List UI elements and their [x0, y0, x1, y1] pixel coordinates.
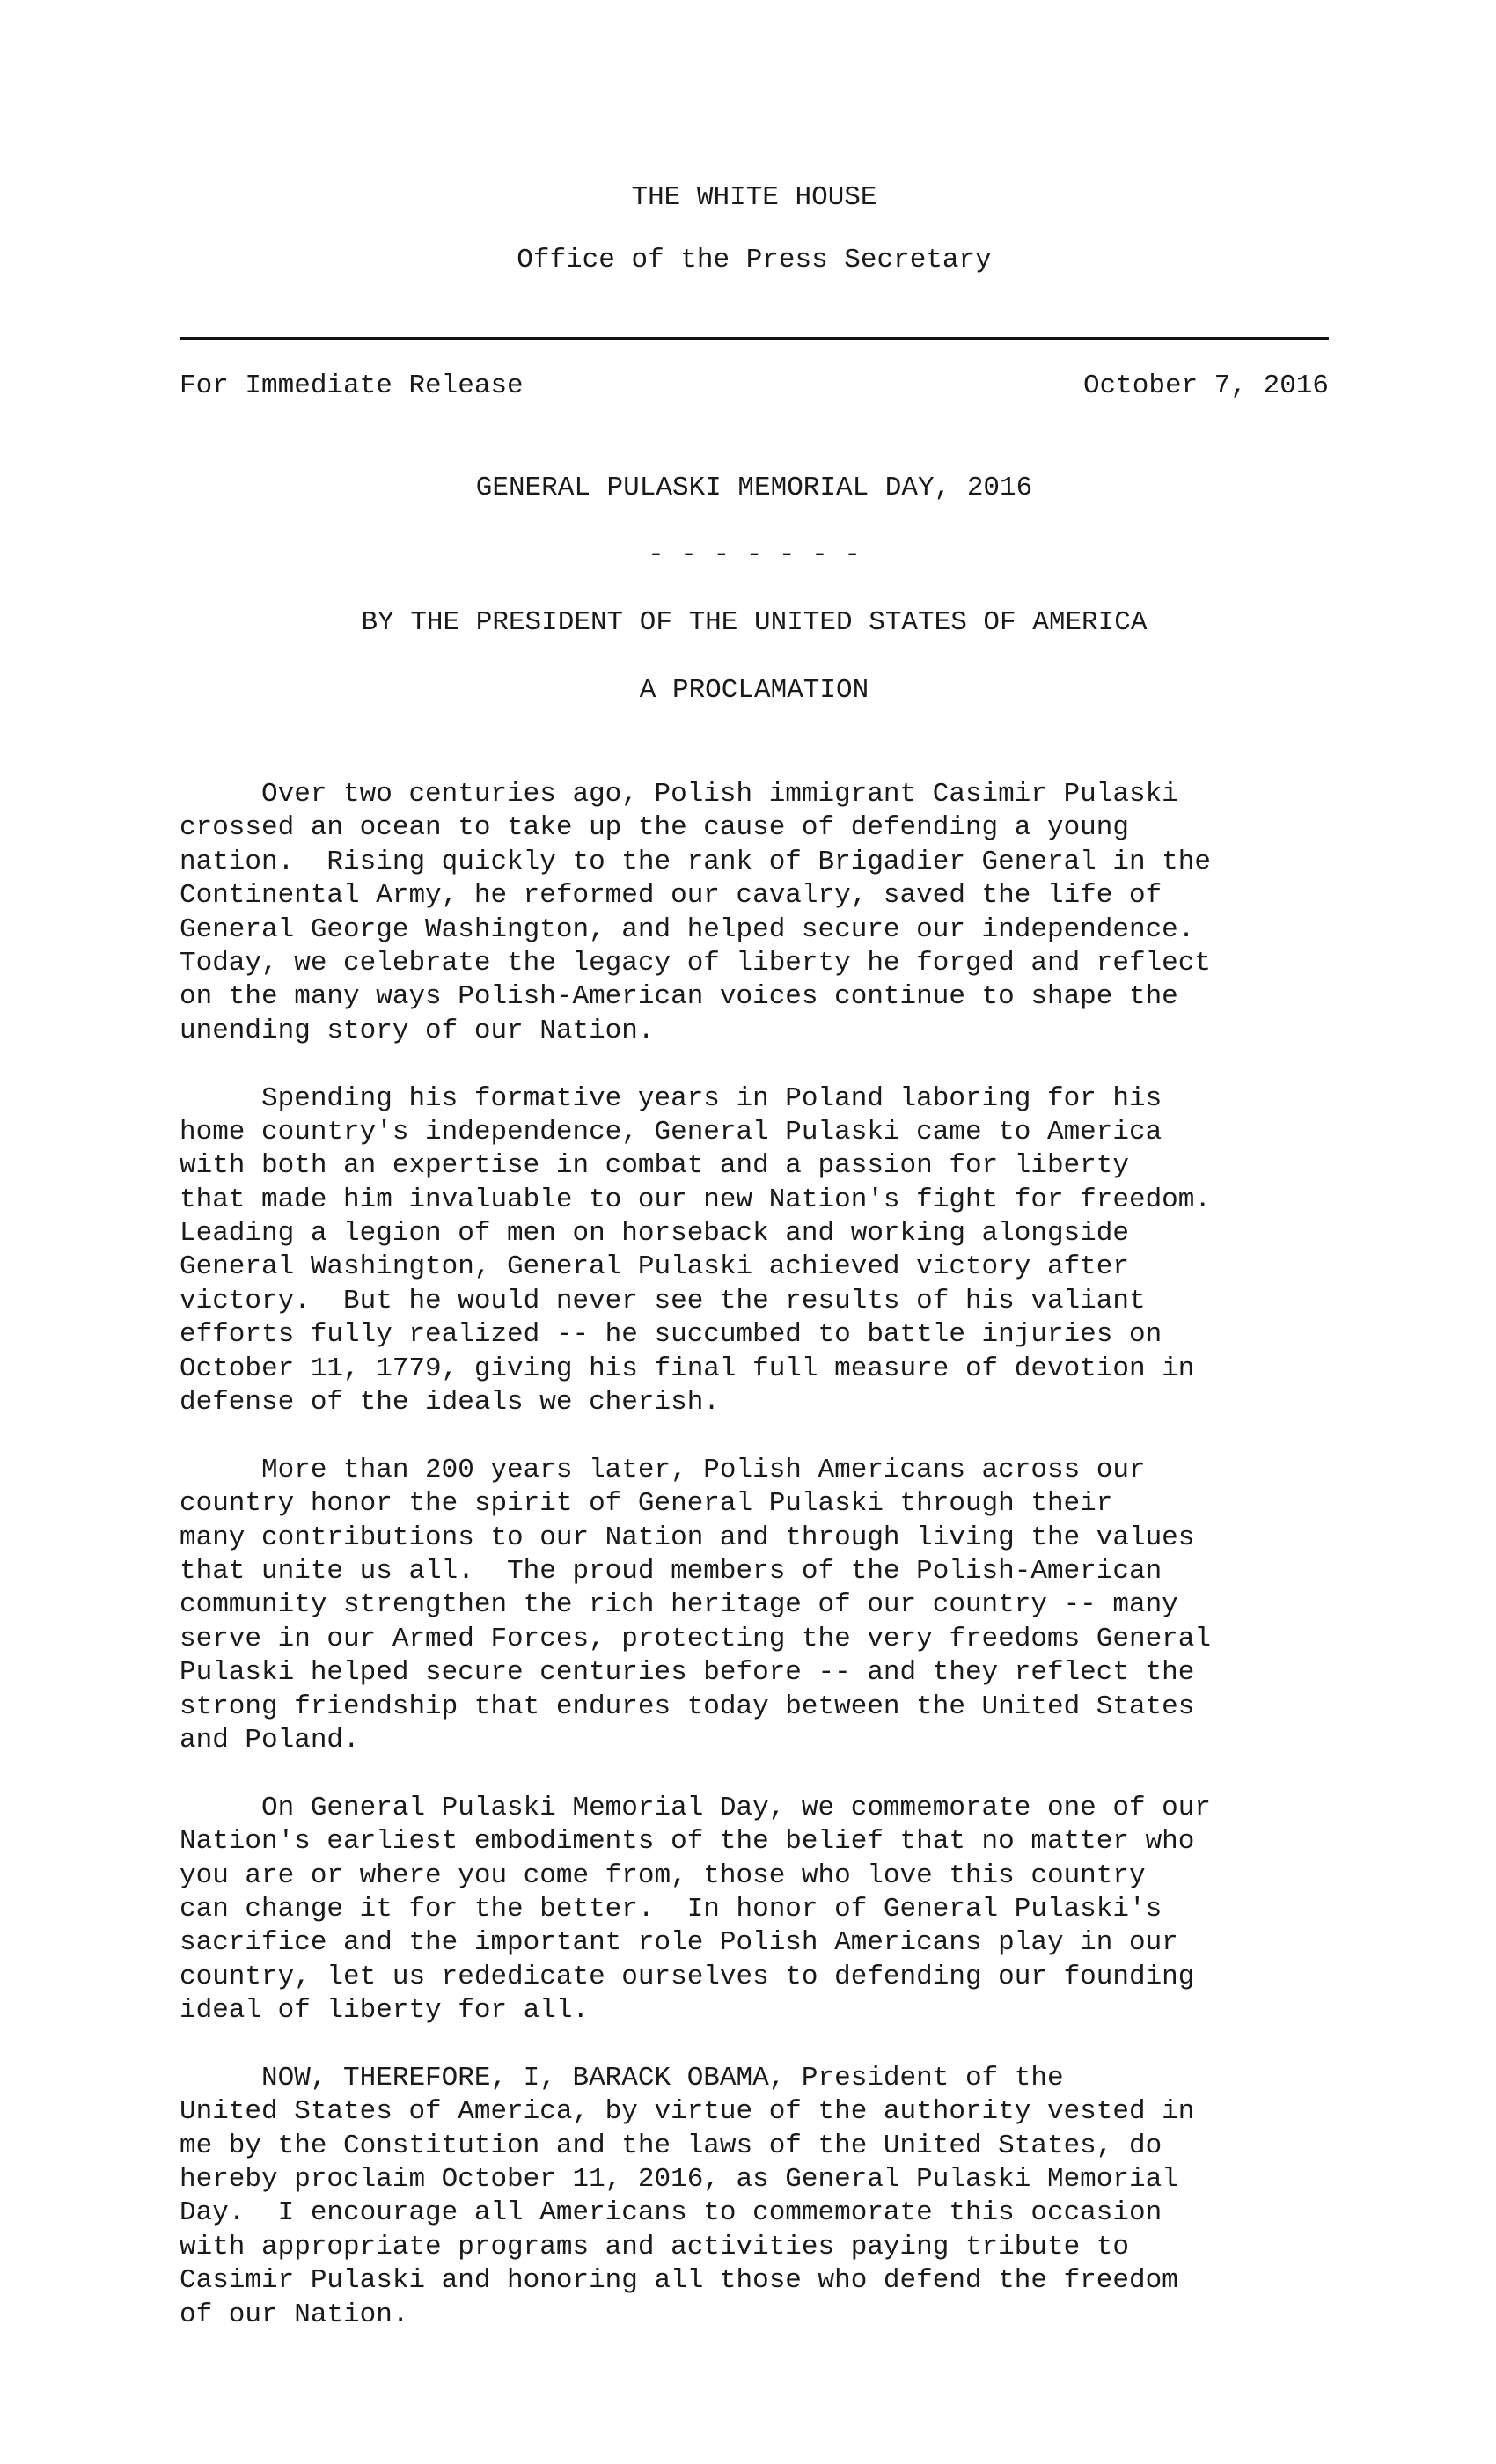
- paragraph-line: Day. I encourage all Americans to commemorate this occasion: [180, 2197, 1162, 2229]
- paragraph-line: home country's independence, General Pulaski came to America: [180, 1116, 1162, 1148]
- release-label: For Immediate Release: [180, 370, 524, 401]
- paragraph-line: victory. But he would never see the results of his valiant: [180, 1285, 1146, 1316]
- paragraph-line: efforts fully realized -- he succumbed to battle injuries on: [180, 1319, 1162, 1351]
- paragraph-line: community strengthen the rich heritage of our country -- many: [180, 1589, 1178, 1621]
- paragraph-line: with appropriate programs and activities paying tribute to: [180, 2231, 1129, 2262]
- header-divider: [180, 337, 1329, 340]
- paragraph-line: serve in our Armed Forces, protecting the very freedoms General: [180, 1623, 1211, 1654]
- paragraph-line: ideal of liberty for all.: [180, 1995, 590, 2027]
- paragraph-line: More than 200 years later, Polish Americans across our: [180, 1454, 1146, 1485]
- paragraph-line: Today, we celebrate the legacy of liberty he forged and reflect: [180, 947, 1211, 979]
- paragraph-line: of our Nation.: [180, 2299, 409, 2330]
- paragraph-line: crossed an ocean to take up the cause of defending a young: [180, 812, 1129, 844]
- header-office: Office of the Press Secretary: [517, 245, 992, 275]
- release-row: [180, 370, 1329, 403]
- paragraph-line: strong friendship that endures today between the United States: [180, 1690, 1195, 1722]
- paragraph-line: Continental Army, he reformed our cavalry, saved the life of: [180, 880, 1162, 912]
- release-date: October 7, 2016: [1082, 370, 1329, 401]
- body-paragraph-2: [180, 1082, 1332, 1420]
- paragraph-line: you are or where you come from, those who love this country: [180, 1859, 1146, 1891]
- proclamation-type: A PROCLAMATION: [639, 675, 869, 706]
- header-org: THE WHITE HOUSE: [631, 182, 877, 213]
- body-paragraph-5: [180, 2062, 1332, 2332]
- paragraph-line: me by the Constitution and the laws of the United States, do: [180, 2130, 1162, 2161]
- body-paragraph-1: [180, 778, 1332, 1048]
- paragraph-line: Spending his formative years in Poland laboring for his: [180, 1082, 1162, 1114]
- paragraph-line: Over two centuries ago, Polish immigrant Casimir Pulaski: [180, 779, 1178, 810]
- paragraph-line: country, let us rededicate ourselves to defending our founding: [180, 1961, 1195, 1992]
- paragraph-line: that made him invaluable to our new Nation's fight for freedom.: [180, 1184, 1211, 1215]
- paragraph-line: hereby proclaim October 11, 2016, as General Pulaski Memorial: [180, 2164, 1178, 2196]
- paragraph-line: Casimir Pulaski and honoring all those who defend the freedom: [180, 2265, 1178, 2297]
- paragraph-line: defense of the ideals we cherish.: [180, 1387, 720, 1419]
- paragraph-line: that unite us all. The proud members of the Polish-American: [180, 1555, 1162, 1587]
- body-paragraph-4: [180, 1792, 1332, 2028]
- paragraph-line: country honor the spirit of General Pulaski through their: [180, 1488, 1113, 1520]
- paragraph-line: Pulaski helped secure centuries before -- and they reflect the: [180, 1657, 1195, 1689]
- proclamation-title: GENERAL PULASKI MEMORIAL DAY, 2016: [475, 473, 1033, 503]
- body-paragraph-3: [180, 1454, 1332, 1758]
- paragraph-line: nation. Rising quickly to the rank of Brigadier General in the: [180, 846, 1211, 877]
- paragraph-line: with both an expertise in combat and a passion for liberty: [180, 1150, 1129, 1182]
- paragraph-line: NOW, THEREFORE, I, BARACK OBAMA, President of the: [180, 2062, 1064, 2094]
- paragraph-line: sacrifice and the important role Polish Americans play in our: [180, 1927, 1178, 1959]
- byline: BY THE PRESIDENT OF THE UNITED STATES OF AMERICA: [361, 607, 1148, 638]
- paragraph-line: on the many ways Polish-American voices continue to shape the: [180, 981, 1178, 1013]
- paragraph-line: General George Washington, and helped secure our independence.: [180, 913, 1195, 945]
- paragraph-line: General Washington, General Pulaski achieved victory after: [180, 1251, 1129, 1283]
- paragraph-line: Nation's earliest embodiments of the belief that no matter who: [180, 1826, 1195, 1858]
- paragraph-line: can change it for the better. In honor of General Pulaski's: [180, 1893, 1162, 1925]
- paragraph-line: On General Pulaski Memorial Day, we commemorate one of our: [180, 1792, 1211, 1823]
- proclamation-body: [180, 778, 1332, 2365]
- paragraph-line: October 11, 1779, giving his final full measure of devotion in: [180, 1353, 1195, 1384]
- paragraph-line: unending story of our Nation.: [180, 1015, 655, 1046]
- paragraph-line: and Poland.: [180, 1724, 360, 1756]
- title-separator: - - - - - - -: [648, 539, 861, 570]
- paragraph-line: many contributions to our Nation and through living the values: [180, 1522, 1195, 1553]
- paragraph-line: Leading a legion of men on horseback and working alongside: [180, 1218, 1129, 1250]
- paragraph-line: United States of America, by virtue of the authority vested in: [180, 2096, 1195, 2128]
